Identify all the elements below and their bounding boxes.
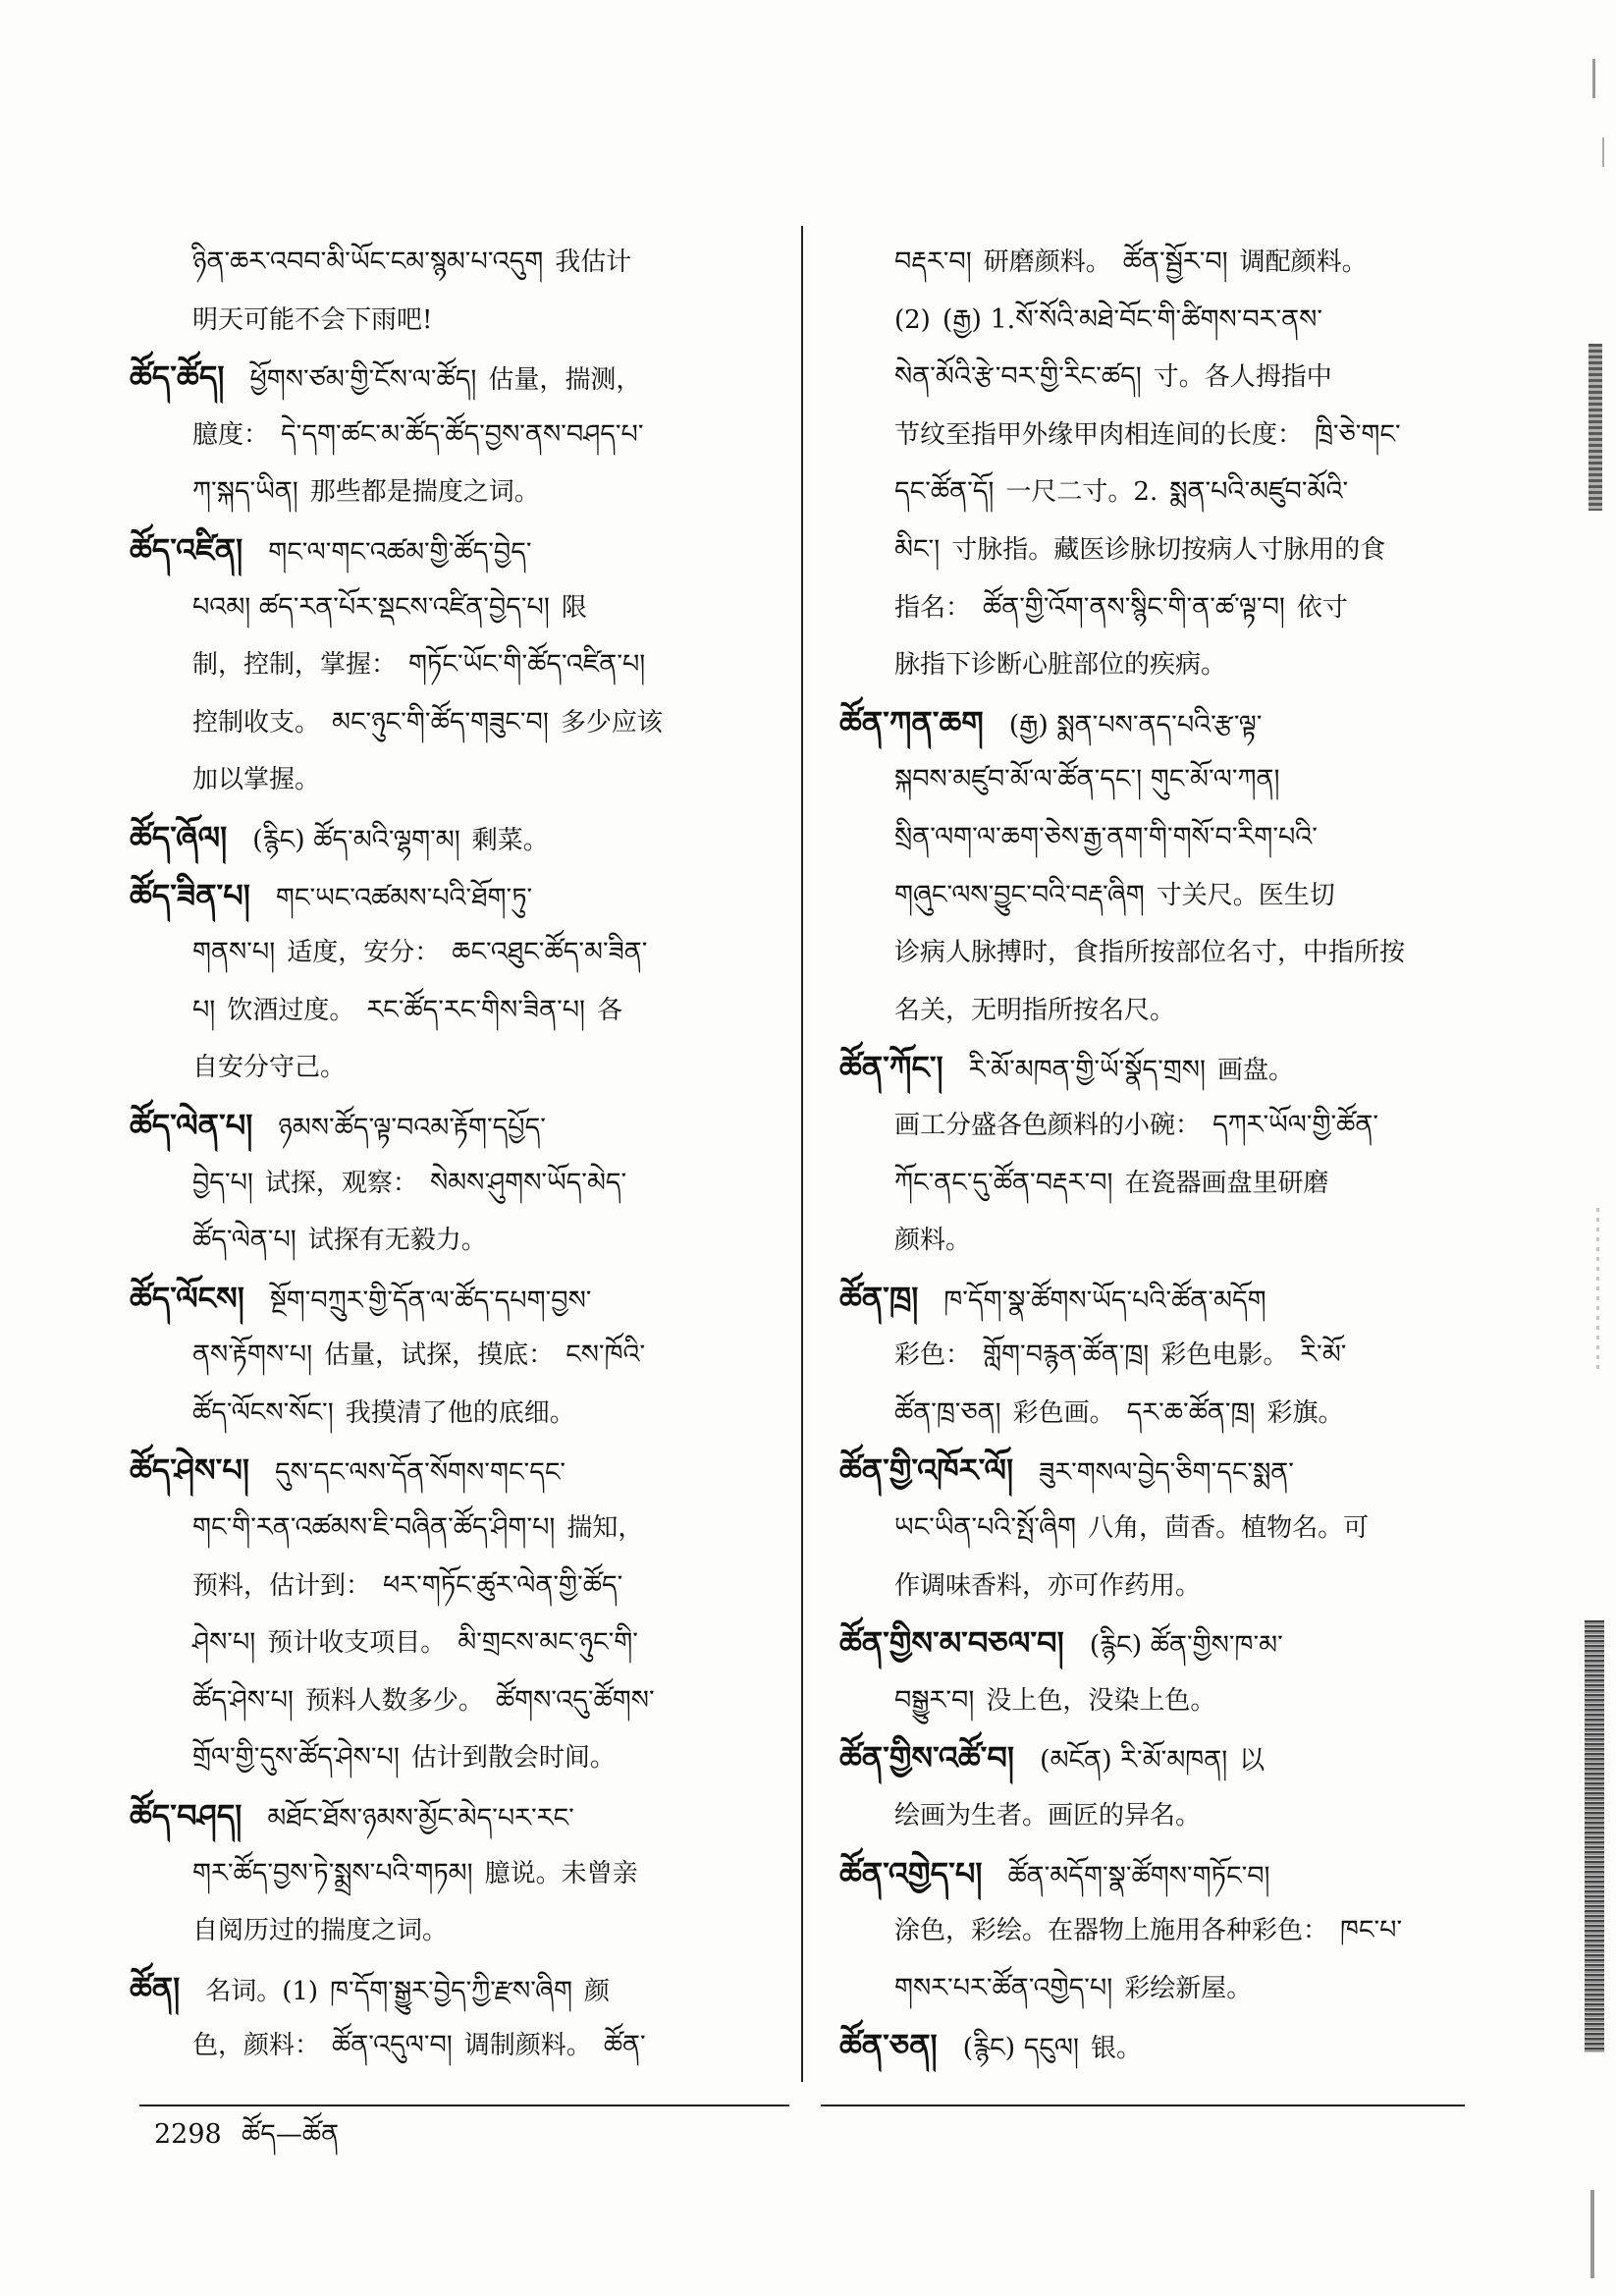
tibetan-text: (མངོན) རི་མོ་མཁན། — [1040, 1745, 1228, 1777]
chinese-text: 研磨颜料。 — [983, 247, 1111, 277]
tibetan-text: ཀ་སྐད་ཡིན། — [192, 476, 298, 508]
entry-headline — [839, 1614, 1478, 1672]
entry-line — [839, 1385, 1478, 1443]
chinese-text: 臆说。未曾亲 — [484, 1858, 638, 1888]
entry-line — [839, 636, 1478, 694]
tibetan-text: པ། — [192, 994, 216, 1025]
chinese-text: 控制收支。 — [192, 707, 321, 738]
entry-line — [130, 1902, 780, 1960]
tibetan-text: གང་ལ་གང་འཚམ་གྱི་ཚོད་བྱེད་ — [268, 536, 532, 568]
chinese-text: 寸脉指。藏医诊脉切按病人寸脉用的食 — [951, 534, 1386, 565]
tibetan-text: ཚོད་ལེན་པ། — [192, 1225, 296, 1256]
tibetan-text: མིང་། — [894, 533, 941, 565]
tibetan-text: གློག་བརྙན་ཚོན་ཁྲ། — [983, 1339, 1150, 1371]
scan-edge-mark — [1596, 1208, 1599, 1375]
headword: ཚོད་ཟིན་པ། — [130, 876, 250, 914]
scan-edge-mark — [1590, 2190, 1594, 2278]
entry-line — [839, 1787, 1478, 1845]
tibetan-text: (རྒྱ) 1.སོ་སོའི་མཐེ་བོང་གི་ཚིགས་བར་ནས་ — [942, 303, 1323, 335]
entry-line — [839, 234, 1478, 292]
entry-line — [130, 982, 780, 1040]
entry-line — [839, 407, 1478, 465]
tibetan-text: མཐོང་ཐོས་ཉམས་མྱོང་མེད་པར་རང་ — [267, 1803, 574, 1834]
chinese-text: 色，颜料： — [192, 2031, 321, 2061]
tibetan-text: ཁང་པ་ — [1340, 1915, 1403, 1946]
headword: ཚོན་ཅན། — [839, 2027, 938, 2065]
tibetan-text: སེམས་ཤུགས་ཡོད་མེད་ — [429, 1167, 627, 1198]
entry-line — [839, 1902, 1478, 1960]
entry-line — [839, 1558, 1478, 1615]
scan-edge-mark — [1602, 137, 1604, 167]
chinese-text: (2) — [894, 304, 931, 335]
tibetan-text: བྱེད་པ། — [192, 1167, 253, 1198]
chinese-text: 试探，观察： — [264, 1168, 418, 1198]
tibetan-text: ཟུར་གསལ་བྱེད་ཅིག་དང་སྨན་ — [1039, 1457, 1294, 1489]
chinese-text: 颜料。 — [894, 1226, 972, 1256]
chinese-text: 限 — [561, 592, 587, 623]
entry-line — [839, 982, 1478, 1040]
tibetan-text: ཚོགས་འདུ་ཚོགས་ — [495, 1684, 655, 1716]
headword: ཚོད་ཞོལ། — [130, 818, 228, 856]
tibetan-text: གསར་པར་ཚོན་འགྱེད་པ། — [894, 1972, 1113, 2003]
tibetan-text: ཀོང་ནང་དུ་ཚོན་བརྡར་བ། — [894, 1167, 1113, 1198]
entry-headline — [130, 1442, 780, 1500]
entry-line — [130, 1212, 780, 1270]
tibetan-text: སྐབས་མཛུབ་མོ་ལ་ཚོན་དང་། གུང་མོ་ལ་ཀན། — [894, 764, 1280, 795]
entry-headline — [839, 2017, 1478, 2075]
chinese-text: 名词。(1) — [205, 1976, 319, 2006]
chinese-text: 指名： — [894, 592, 972, 623]
headword: ཚོན་གྱིས་མ་བཅལ་བ། — [839, 1624, 1064, 1663]
entry-line — [130, 1500, 780, 1558]
tibetan-text: ཤེས་པ། — [192, 1627, 256, 1659]
chinese-text: 明天可能不会下雨吧! — [192, 304, 433, 335]
chinese-text: 我估计 — [555, 247, 632, 277]
tibetan-text: ཚོན་སྦྱོར་བ། — [1122, 246, 1228, 277]
tibetan-text: སྔོག་བཀྲུར་གྱི་དོན་ལ་ཚོད་དཔག་བྱས་ — [269, 1285, 592, 1316]
headword: ཚོན་ཁྲ། — [839, 1279, 919, 1317]
entry-headline — [839, 1845, 1478, 1903]
entry-line — [130, 1672, 780, 1730]
entry-line — [130, 579, 780, 637]
entry-headline — [839, 694, 1478, 752]
tibetan-text: སྨན་པའི་མཛུབ་མོའི་ — [1169, 476, 1349, 508]
chinese-text: 画盘。 — [1217, 1056, 1295, 1086]
tibetan-text: རི་མོ་ — [1300, 1339, 1347, 1371]
entry-line — [839, 1212, 1478, 1270]
tibetan-text: ངས་ཁོའི་ — [566, 1339, 646, 1371]
chinese-text: 八角，茴香。植物名。可 — [1088, 1513, 1370, 1544]
chinese-text: 加以掌握。 — [192, 765, 321, 795]
entry-line — [839, 1097, 1478, 1155]
chinese-text: 涂色，彩绘。在器物上施用各种彩色： — [894, 1916, 1329, 1946]
headword: ཚོད་ཤེས་པ། — [130, 1451, 249, 1490]
chinese-text: 名关，无明指所按名尺。 — [894, 995, 1176, 1025]
chinese-text: 作调味香料，亦可作药用。 — [894, 1570, 1202, 1601]
tibetan-text: (རྙིང) ཚོན་གྱིས་ཁ་མ་ — [1089, 1630, 1283, 1662]
chinese-text: 预料，估计到： — [192, 1570, 372, 1601]
left-column — [130, 234, 780, 2075]
entry-line — [839, 1155, 1478, 1213]
right-column — [839, 234, 1478, 2075]
chinese-text: 饮酒过度。 — [227, 995, 355, 1025]
entry-line — [839, 751, 1478, 809]
entry-headline — [130, 1787, 780, 1845]
tibetan-text: གཏོང་ཡོང་གི་ཚོད་འཛིན་པ། — [408, 649, 646, 681]
entry-line — [839, 292, 1478, 350]
entry-line — [839, 1327, 1478, 1385]
chinese-text: 估量，揣测， — [488, 365, 642, 396]
tibetan-text: གཞུང་ལས་བྱུང་བའི་བརྡ་ཞིག — [894, 879, 1145, 910]
chinese-text: 臆度： — [192, 419, 270, 450]
tibetan-text: དར་ཆ་ཚོན་ཁྲ། — [1126, 1396, 1256, 1428]
tibetan-text: ཚོན་ — [603, 2030, 646, 2061]
entry-line — [130, 1614, 780, 1672]
entry-line — [130, 1558, 780, 1615]
tibetan-text: (རྙིང) དངུལ། — [962, 2033, 1079, 2064]
tibetan-text: སྲིན་ལག་ལ་ཆག་ཅེས་རྒྱ་ནག་གི་གསོ་བ་རིག་པའི་ — [894, 821, 1318, 852]
entry-line — [130, 1039, 780, 1097]
entry-line — [130, 234, 780, 292]
entry-headline — [130, 867, 780, 925]
headword: ཚོན་ཀོང་། — [839, 1049, 943, 1087]
footer-rule-right — [821, 2105, 1465, 2106]
headword: ཚོན། — [130, 1969, 181, 2007]
chinese-text: 预计收支项目。 — [267, 1628, 447, 1659]
chinese-text: 彩色电影。 — [1160, 1340, 1289, 1371]
tibetan-text: ཚོན་ཁྲ་ཅན། — [894, 1396, 1001, 1428]
tibetan-text: གང་ཡང་འཚམས་པའི་ཐོག་ཏུ་ — [275, 882, 533, 913]
chinese-text: 彩色： — [894, 1340, 972, 1371]
entry-line — [130, 1385, 780, 1443]
entry-line — [839, 924, 1478, 982]
chinese-text: 节纹至指甲外缘甲肉相连间的长度： — [894, 419, 1304, 450]
entry-headline — [839, 1729, 1478, 1787]
chinese-text: 颜 — [584, 1976, 611, 2006]
chinese-text: 一尺二寸。2. — [1005, 477, 1158, 508]
headword: ཚོན་འགྱེད་པ། — [839, 1854, 983, 1892]
entry-headline — [839, 1442, 1478, 1500]
chinese-text: 调配颜料。 — [1239, 247, 1368, 277]
tibetan-text: གར་ཚོད་བྱས་ཏེ་སྨྲས་པའི་གཏམ། — [192, 1857, 473, 1888]
chinese-text: 自阅历过的揣度之词。 — [192, 1916, 449, 1946]
chinese-text: 脉指下诊断心脏部位的疾病。 — [894, 650, 1227, 681]
tibetan-text: ཁྲི་ཅེ་གང་ — [1315, 418, 1401, 450]
tibetan-text: ཉིན་ཆར་འབབ་མི་ཡོང་ངམ་སྙམ་པ་འདུག — [192, 246, 544, 277]
footer-rule-left — [139, 2105, 789, 2106]
tibetan-text: ནས་རྟོགས་པ། — [192, 1339, 313, 1371]
entry-line — [839, 1960, 1478, 2018]
tibetan-text: ཡང་ཡིན་པའི་སྤོ་ཞིག — [894, 1512, 1077, 1544]
headword: ཚོད་ལེན་པ། — [130, 1106, 253, 1144]
chinese-text: 预料人数多少。 — [304, 1685, 484, 1716]
tibetan-text: རང་ཚོད་རང་གིས་ཟིན་པ། — [366, 994, 586, 1025]
entry-line — [839, 1500, 1478, 1558]
tibetan-text: ཚོན་མདོག་སྣ་ཚོགས་གཏོང་བ། — [1007, 1860, 1270, 1891]
tibetan-text: ཕྱོགས་ཙམ་གྱི་ངོས་ལ་ཚོད། — [249, 364, 477, 396]
chinese-text: 那些都是揣度之词。 — [309, 477, 540, 508]
chinese-text: 银。 — [1090, 2034, 1142, 2064]
tibetan-text: གང་གི་རན་འཚམས་ཇི་བཞིན་ཚོད་ཤིག་པ། — [192, 1512, 556, 1544]
entry-line — [839, 349, 1478, 407]
entry-headline — [130, 1097, 780, 1155]
headword: ཚོད་འཛིན། — [130, 530, 243, 569]
tibetan-text: ཁ་དོག་སྣ་ཚོགས་ཡོད་པའི་ཚོན་མདོག — [943, 1285, 1266, 1316]
tibetan-text: དུས་དང་ལས་དོན་སོགས་གང་དང་ — [274, 1457, 566, 1489]
entry-headline — [839, 1039, 1478, 1097]
tibetan-text: མང་ཉུང་གི་ཚོད་གཟུང་བ། — [332, 706, 549, 738]
chinese-text: 调制颜料。 — [463, 2031, 592, 2061]
entry-headline — [130, 809, 780, 867]
tibetan-text: ཚོད་ལོངས་སོང་། — [192, 1396, 334, 1428]
tibetan-text: ཚོན་འདུལ་བ། — [332, 2030, 453, 2061]
chinese-text: 依寸 — [1296, 592, 1348, 623]
tibetan-text: པའམ། ཚད་རན་པོར་སྡངས་འཛིན་བྱེད་པ། — [192, 591, 550, 623]
column-divider — [801, 226, 803, 2082]
chinese-text: 揣知， — [566, 1513, 644, 1544]
entry-line — [130, 694, 780, 752]
chinese-text: 估计到散会时间。 — [410, 1743, 616, 1774]
entry-line — [839, 1672, 1478, 1730]
entry-line — [130, 751, 780, 809]
entry-line — [130, 1845, 780, 1903]
page-number: 2298 — [154, 2119, 222, 2150]
entry-line — [839, 521, 1478, 579]
chinese-text: 自安分守己。 — [192, 1053, 347, 1083]
headword: ཚོན་གྱི་འཁོར་ལོ། — [839, 1451, 1014, 1490]
chinese-text: 彩绘新屋。 — [1124, 1973, 1253, 2003]
scan-edge-mark — [1592, 59, 1595, 98]
entry-line — [130, 2017, 780, 2075]
chinese-text: 在瓷器画盘里研磨 — [1124, 1168, 1329, 1198]
chinese-text: 彩旗。 — [1266, 1397, 1344, 1428]
chinese-text: 以 — [1239, 1746, 1266, 1777]
tibetan-text: དང་ཚོན་དོ། — [894, 476, 995, 508]
entry-line — [130, 1729, 780, 1787]
tibetan-text: རི་མོ་མཁན་གྱི་ཡོ་སྣོད་གྲས། — [968, 1055, 1206, 1086]
tibetan-text: ཆང་འཐུང་ཚོད་མ་ཟིན་ — [452, 937, 648, 968]
entry-headline — [839, 1270, 1478, 1328]
chinese-text: 绘画为生者。画匠的异名。 — [894, 1801, 1202, 1831]
scan-edge-mark — [1589, 344, 1602, 511]
tibetan-text: ཚོད་ཤེས་པ། — [192, 1684, 294, 1716]
headword: ཚོན་གྱིས་འཚོ་བ། — [839, 1739, 1015, 1777]
chinese-text: 适度，安分： — [287, 938, 441, 968]
guide-words: ཚོད—ཚོན — [242, 2119, 340, 2150]
entry-line — [130, 924, 780, 982]
chinese-text: 多少应该 — [560, 707, 663, 738]
entry-line — [130, 636, 780, 694]
entry-line — [130, 292, 780, 350]
entry-headline — [130, 1960, 780, 2018]
chinese-text: 制，控制，掌握： — [192, 650, 398, 681]
entry-line — [130, 464, 780, 521]
tibetan-text: སེན་མོའི་རྩེ་བར་གྱི་རིང་ཚད། — [894, 361, 1142, 393]
tibetan-text: (རྒྱ) སྨན་པས་ནད་པའི་རྩ་ལྟ་ — [1008, 709, 1263, 740]
entry-headline — [130, 1270, 780, 1328]
headword: ཚོན་ཀན་ཆག — [839, 703, 984, 741]
tibetan-text: ཉམས་ཚོད་ལྟ་བའམ་རྟོག་དཔྱོད་ — [278, 1112, 546, 1143]
entry-line — [130, 407, 780, 465]
entry-line — [839, 867, 1478, 925]
tibetan-text: ཁ་དོག་སྒྱུར་བྱེད་ཀྱི་རྫས་ཞིག — [330, 1975, 573, 2006]
chinese-text: 没上色，没染上色。 — [986, 1685, 1216, 1716]
tibetan-text: གནས་པ། — [192, 937, 276, 968]
tibetan-text: ཕར་གཏོང་ཚུར་ལེན་གྱི་ཚོད་ — [383, 1569, 623, 1601]
chinese-text: 剩菜。 — [471, 825, 549, 855]
chinese-text: 画工分盛各色颜料的小碗： — [894, 1110, 1202, 1140]
chinese-text: 寸。各人拇指中 — [1153, 362, 1332, 393]
chinese-text: 寸关尺。医生切 — [1156, 880, 1335, 910]
entry-headline — [130, 349, 780, 407]
chinese-text: 试探有无毅力。 — [307, 1226, 487, 1256]
tibetan-text: ཚོན་གྱི་འོག་ནས་སྙིང་གི་ན་ཚ་ལྟ་བ། — [983, 591, 1285, 623]
chinese-text: 彩色画。 — [1012, 1397, 1115, 1428]
tibetan-text: (རྙིང) ཚོད་མའི་ལྷག་མ། — [252, 824, 460, 855]
headword: ཚོད་ལོངས། — [130, 1279, 244, 1317]
tibetan-text: དཀར་ཡོལ་གྱི་ཚོན་ — [1212, 1109, 1379, 1140]
chinese-text: 各 — [597, 995, 623, 1025]
headword: ཚོད་བཤད། — [130, 1797, 242, 1835]
entry-line — [130, 1155, 780, 1213]
scan-edge-mark — [1585, 1620, 1604, 2052]
entry-line — [839, 579, 1478, 637]
chinese-text: 诊病人脉搏时，食指所按部位名寸，中指所按 — [894, 938, 1406, 968]
entry-headline — [130, 521, 780, 579]
entry-line — [839, 809, 1478, 867]
chinese-text: 估量，试探，摸底： — [324, 1340, 555, 1371]
entry-line — [130, 1327, 780, 1385]
tibetan-text: དེ་དག་ཚང་མ་ཚོད་ཚོད་བྱས་ནས་བཤད་པ་ — [281, 418, 644, 450]
tibetan-text: བསྒྱུར་བ། — [894, 1684, 975, 1716]
headword: ཚོད་ཚོད། — [130, 358, 225, 397]
chinese-text: 我摸清了他的底细。 — [345, 1397, 575, 1428]
tibetan-text: གྲོལ་གྱི་དུས་ཚོད་ཤེས་པ། — [192, 1742, 400, 1774]
entry-line — [839, 464, 1478, 521]
tibetan-text: བརྡར་བ། — [894, 246, 972, 277]
tibetan-text: མི་གྲངས་མང་ཉུང་གི་ — [458, 1627, 638, 1659]
